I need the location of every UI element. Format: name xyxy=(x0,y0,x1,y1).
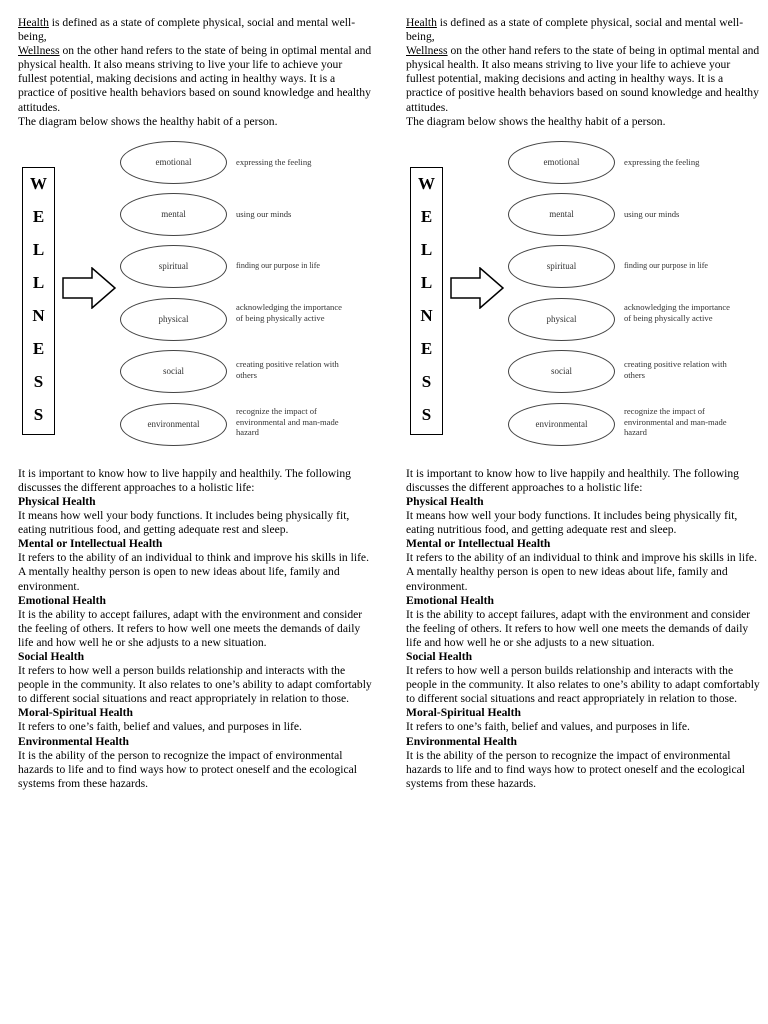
wellness-letter: L xyxy=(420,239,433,259)
section-text: It refers to one’s faith, belief and values, and purposes in life. xyxy=(18,720,302,734)
wellness-definition-text: on the other hand refers to the state of being in optimal mental and physical health. It also means striving to live your life to achieve your fullest potential, making decisions and acting in healthy ways. It is a practice of positive health behaviors based on sound knowledge and healthy attitudes. xyxy=(18,44,372,114)
wellness-letter: E xyxy=(420,206,433,226)
desc-environmental: recognize the impact of environmental and man-made hazard xyxy=(236,405,339,438)
wellness-letter-box xyxy=(410,167,443,435)
section-heading: Physical Health xyxy=(18,494,96,508)
section-heading: Emotional Health xyxy=(18,593,106,607)
section-heading: Social Health xyxy=(406,649,473,663)
desc-social: creating positive relation with others xyxy=(236,358,339,380)
desc-environmental: recognize the impact of environmental and man-made hazard xyxy=(624,405,727,438)
wellness-term: Wellness xyxy=(406,44,448,58)
right-column xyxy=(406,16,762,791)
section-text: It is the ability of the person to recognize the impact of environmental hazards to life and to find ways how to protect oneself and the ecological systems from these hazards. xyxy=(18,748,358,790)
section-text: It refers to one’s faith, belief and values, and purposes in life. xyxy=(406,720,690,734)
health-definition xyxy=(18,16,374,44)
diagram-intro: The diagram below shows the healthy habit of a person. xyxy=(18,114,278,128)
intro-block xyxy=(406,16,762,129)
right-arrow-icon xyxy=(450,267,504,309)
body-intro: It is important to know how to live happily and healthily. The following discusses the different approaches to a holistic life: xyxy=(18,466,351,494)
intro-block xyxy=(18,16,374,129)
desc-spiritual: finding our purpose in life xyxy=(624,260,708,270)
section-text: It is the ability to accept failures, adapt with the environment and consider the feeling of others. It refers to how well one meets the demands of daily life and how well he or she adjusts to a new situation. xyxy=(18,607,363,649)
body-intro: It is important to know how to live happily and healthily. The following discusses the different approaches to a holistic life: xyxy=(406,466,739,494)
oval-social: social xyxy=(508,350,615,393)
oval-environmental: environmental xyxy=(508,403,615,446)
left-column xyxy=(18,16,374,791)
oval-spiritual: spiritual xyxy=(120,245,227,288)
wellness-term: Wellness xyxy=(18,44,60,58)
section-heading: Emotional Health xyxy=(406,593,494,607)
right-arrow-icon xyxy=(62,267,116,309)
section-text: It means how well your body functions. It includes being physically fit, eating nutritious food, and getting adequate rest and sleep. xyxy=(406,509,738,537)
wellness-letter: S xyxy=(33,404,44,424)
health-term: Health xyxy=(18,16,49,29)
desc-physical: acknowledging the importance of being physically active xyxy=(624,301,730,323)
wellness-letter-box xyxy=(22,167,55,435)
section-heading: Moral-Spiritual Health xyxy=(18,706,133,720)
oval-emotional: emotional xyxy=(508,141,615,184)
section-text: It refers to the ability of an individual to think and improve his skills in life. A mentally healthy person is open to new ideas about life, family and environment. xyxy=(18,551,369,593)
section-text: It refers to how well a person builds relationship and interacts with the people in the community. It also relates to one’s ability to adapt comfortably to different social situations and react appropriately in relation to those. xyxy=(18,664,372,706)
desc-spiritual: finding our purpose in life xyxy=(236,260,320,270)
oval-social: social xyxy=(120,350,227,393)
oval-environmental: environmental xyxy=(120,403,227,446)
wellness-letter: E xyxy=(32,338,45,358)
section-heading: Environmental Health xyxy=(406,734,517,748)
health-term: Health xyxy=(406,16,437,29)
oval-physical: physical xyxy=(120,298,227,341)
oval-mental: mental xyxy=(508,193,615,236)
desc-emotional: expressing the feeling xyxy=(624,156,700,167)
desc-mental: using our minds xyxy=(236,208,292,219)
oval-mental: mental xyxy=(120,193,227,236)
wellness-definition xyxy=(406,44,762,114)
health-definition xyxy=(406,16,762,44)
diagram-intro: The diagram below shows the healthy habit of a person. xyxy=(406,114,666,128)
section-text: It refers to the ability of an individual to think and improve his skills in life. A mentally healthy person is open to new ideas about life, family and environment. xyxy=(406,551,757,593)
desc-social: creating positive relation with others xyxy=(624,358,727,380)
section-text: It refers to how well a person builds relationship and interacts with the people in the community. It also relates to one’s ability to adapt comfortably to different social situations and react appropriately in relation to those. xyxy=(406,664,760,706)
wellness-letter: N xyxy=(420,305,433,325)
wellness-letter: S xyxy=(421,371,432,391)
wellness-letter: S xyxy=(33,371,44,391)
section-heading: Environmental Health xyxy=(18,734,129,748)
body-text xyxy=(406,467,762,791)
wellness-letter: L xyxy=(32,239,45,259)
section-heading: Mental or Intellectual Health xyxy=(18,537,163,551)
wellness-letter: E xyxy=(32,206,45,226)
section-heading: Social Health xyxy=(18,649,85,663)
wellness-letter: L xyxy=(32,272,45,292)
wellness-letter: W xyxy=(30,173,47,193)
desc-physical: acknowledging the importance of being physically active xyxy=(236,301,342,323)
wellness-letter: S xyxy=(421,404,432,424)
wellness-letter: E xyxy=(420,338,433,358)
wellness-definition xyxy=(18,44,374,114)
wellness-letter: N xyxy=(32,305,45,325)
section-text: It is the ability to accept failures, adapt with the environment and consider the feeling of others. It refers to how well one meets the demands of daily life and how well he or she adjusts to a new situation. xyxy=(406,607,751,649)
section-text: It means how well your body functions. It includes being physically fit, eating nutritious food, and getting adequate rest and sleep. xyxy=(18,509,350,537)
oval-emotional: emotional xyxy=(120,141,227,184)
oval-spiritual: spiritual xyxy=(508,245,615,288)
section-heading: Moral-Spiritual Health xyxy=(406,706,521,720)
wellness-diagram xyxy=(408,141,738,459)
wellness-letter: L xyxy=(420,272,433,292)
wellness-definition-text: on the other hand refers to the state of being in optimal mental and physical health. It also means striving to live your life to achieve your fullest potential, making decisions and acting in healthy ways. It is a practice of positive health behaviors based on sound knowledge and healthy attitudes. xyxy=(406,44,760,114)
section-heading: Mental or Intellectual Health xyxy=(406,537,551,551)
body-text xyxy=(18,467,374,791)
desc-mental: using our minds xyxy=(624,208,680,219)
wellness-letter: W xyxy=(418,173,435,193)
wellness-diagram xyxy=(20,141,350,459)
oval-physical: physical xyxy=(508,298,615,341)
section-text: It is the ability of the person to recognize the impact of environmental hazards to life and to find ways how to protect oneself and the ecological systems from these hazards. xyxy=(406,748,746,790)
health-definition-text: is defined as a state of complete physical, social and mental well-being, xyxy=(406,16,744,44)
section-heading: Physical Health xyxy=(406,494,484,508)
health-definition-text: is defined as a state of complete physical, social and mental well-being, xyxy=(18,16,356,44)
desc-emotional: expressing the feeling xyxy=(236,156,312,167)
